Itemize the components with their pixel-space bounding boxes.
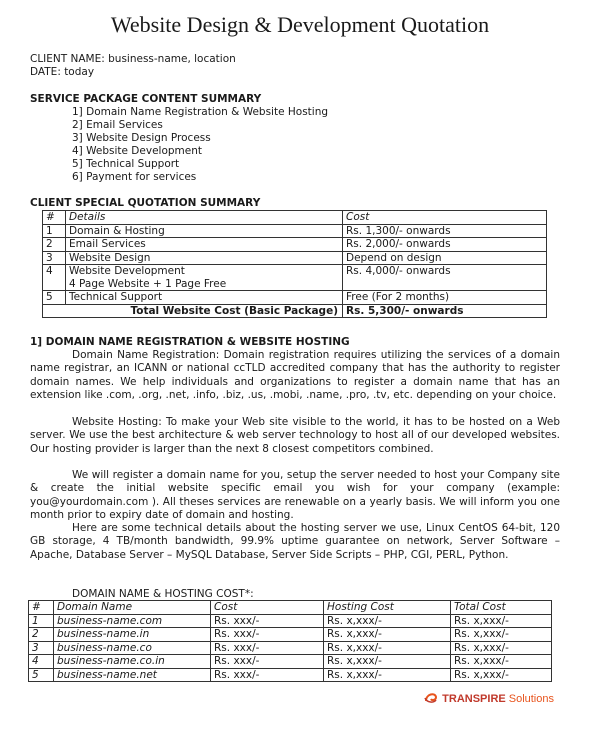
- total-value: Rs. 5,300/- onwards: [343, 304, 547, 318]
- row-number: 2: [29, 628, 54, 642]
- col-header-total-cost: Total Cost: [451, 601, 552, 615]
- col-header-number: #: [29, 601, 54, 615]
- table-row: [43, 265, 547, 291]
- service-item: 2] Email Services: [72, 119, 163, 131]
- row-number: 3: [29, 641, 54, 655]
- row-cost: Rs. 2,000/- onwards: [343, 238, 547, 252]
- domain-registration-paragraph: Domain Name Registration: Domain registration requires utilizing the services of a domain name registrar, an ICANN or national ccTLD accredited company that has the authority to register domain names. We help individuals and organizations to register a domain name that has an extension like .com, .org, .net, .info, .biz, .us, .mobi, .name, .pro, .tv, etc. depending on your choice.: [30, 349, 560, 402]
- total-label: Total Website Cost (Basic Package): [43, 304, 343, 318]
- table-row: [29, 655, 552, 669]
- row-number: 4: [29, 655, 54, 669]
- col-header-cost: Cost: [211, 601, 324, 615]
- total-row: [43, 304, 547, 318]
- row-cost: Rs. 1,300/- onwards: [343, 224, 547, 238]
- row-total-cost: Rs. x,xxx/-: [451, 628, 552, 642]
- col-header-number: #: [43, 211, 66, 225]
- logo-suffix: Solutions: [508, 692, 554, 705]
- table-row: [43, 238, 547, 252]
- row-number: 1: [43, 224, 66, 238]
- page-title: Website Design & Development Quotation: [110, 12, 490, 37]
- row-number: 1: [29, 614, 54, 628]
- row-cost: Rs. xxx/-: [211, 628, 324, 642]
- row-total-cost: Rs. x,xxx/-: [451, 641, 552, 655]
- quotation-summary-table: [42, 210, 547, 318]
- col-header-cost: Cost: [343, 211, 547, 225]
- table-row: [43, 224, 547, 238]
- row-details: Website Design: [66, 251, 343, 265]
- table-header-row: [43, 211, 547, 225]
- service-item: 3] Website Design Process: [72, 132, 211, 144]
- row-hosting-cost: Rs. x,xxx/-: [324, 641, 451, 655]
- table-row: [29, 614, 552, 628]
- row-number: 2: [43, 238, 66, 252]
- table-header-row: [29, 601, 552, 615]
- row-cost: Free (For 2 months): [343, 291, 547, 305]
- row-details-line2: 4 Page Website + 1 Page Free: [69, 277, 227, 290]
- hosting-cost-heading: DOMAIN NAME & HOSTING COST*:: [72, 588, 254, 600]
- swirl-logo-icon: [423, 689, 439, 708]
- quotation-summary-heading: CLIENT SPECIAL QUOTATION SUMMARY: [30, 197, 261, 209]
- row-hosting-cost: Rs. x,xxx/-: [324, 628, 451, 642]
- row-number: 4: [43, 265, 66, 291]
- client-name: CLIENT NAME: business-name, location: [30, 53, 236, 65]
- col-header-details: Details: [66, 211, 343, 225]
- table-row: [43, 291, 547, 305]
- row-cost: Rs. xxx/-: [211, 614, 324, 628]
- row-domain: business-name.in: [54, 628, 211, 642]
- website-hosting-paragraph: Website Hosting: To make your Web site visible to the world, it has to be hosted on a Web server. We use the best architecture & web server technology to host all of our developed websites. Our hosting provider is larger than the next 8 closest competitors combined.: [30, 416, 560, 455]
- row-hosting-cost: Rs. x,xxx/-: [324, 614, 451, 628]
- domain-section-heading: 1] DOMAIN NAME REGISTRATION & WEBSITE HOSTING: [30, 336, 350, 348]
- table-row: [29, 668, 552, 682]
- table-row: [29, 641, 552, 655]
- row-details-line1: Website Development: [69, 265, 185, 277]
- row-hosting-cost: Rs. x,xxx/-: [324, 655, 451, 669]
- service-item: 4] Website Development: [72, 145, 202, 157]
- table-row: [29, 628, 552, 642]
- date-line: DATE: today: [30, 66, 95, 78]
- service-item: 6] Payment for services: [72, 171, 197, 183]
- row-hosting-cost: Rs. x,xxx/-: [324, 668, 451, 682]
- row-number: 5: [43, 291, 66, 305]
- row-cost: Rs. 4,000/- onwards: [343, 265, 547, 291]
- row-cost: Rs. xxx/-: [211, 641, 324, 655]
- row-cost: Depend on design: [343, 251, 547, 265]
- domain-setup-paragraph: We will register a domain name for you, setup the server needed to host your Company site & create the initial website specific email you wish for your company (example: you@yourdomain.com ). All theses services are renewable on a yearly basis. We will inform you one month prior to expiry date of domain and hosting.: [30, 469, 560, 522]
- col-header-hosting-cost: Hosting Cost: [324, 601, 451, 615]
- row-cost: Rs. xxx/-: [211, 655, 324, 669]
- transpire-logo: [423, 689, 554, 708]
- row-details: Domain & Hosting: [66, 224, 343, 238]
- row-total-cost: Rs. x,xxx/-: [451, 655, 552, 669]
- row-domain: business-name.co: [54, 641, 211, 655]
- table-row: [43, 251, 547, 265]
- hosting-cost-table: [28, 600, 552, 682]
- row-details: Technical Support: [66, 291, 343, 305]
- row-domain: business-name.com: [54, 614, 211, 628]
- row-details: [66, 265, 343, 291]
- row-domain: business-name.net: [54, 668, 211, 682]
- service-item: 1] Domain Name Registration & Website Hosting: [72, 106, 329, 118]
- row-domain: business-name.co.in: [54, 655, 211, 669]
- col-header-domain: Domain Name: [54, 601, 211, 615]
- hosting-details-paragraph: Here are some technical details about the hosting server we use, Linux CentOS 64-bit, 120 GB storage, 4 TB/month bandwidth, 99.9% uptime guarantee on network, Server Software – Apache, Database Server – MySQL Database, Server Side Scripts – PHP, CGI, PERL, Python.: [30, 522, 560, 561]
- service-item: 5] Technical Support: [72, 158, 180, 170]
- logo-brand: TRANSPIRE: [442, 692, 506, 705]
- row-cost: Rs. xxx/-: [211, 668, 324, 682]
- row-total-cost: Rs. x,xxx/-: [451, 614, 552, 628]
- row-details: Email Services: [66, 238, 343, 252]
- row-total-cost: Rs. x,xxx/-: [451, 668, 552, 682]
- row-number: 5: [29, 668, 54, 682]
- service-summary-heading: SERVICE PACKAGE CONTENT SUMMARY: [30, 93, 262, 105]
- row-number: 3: [43, 251, 66, 265]
